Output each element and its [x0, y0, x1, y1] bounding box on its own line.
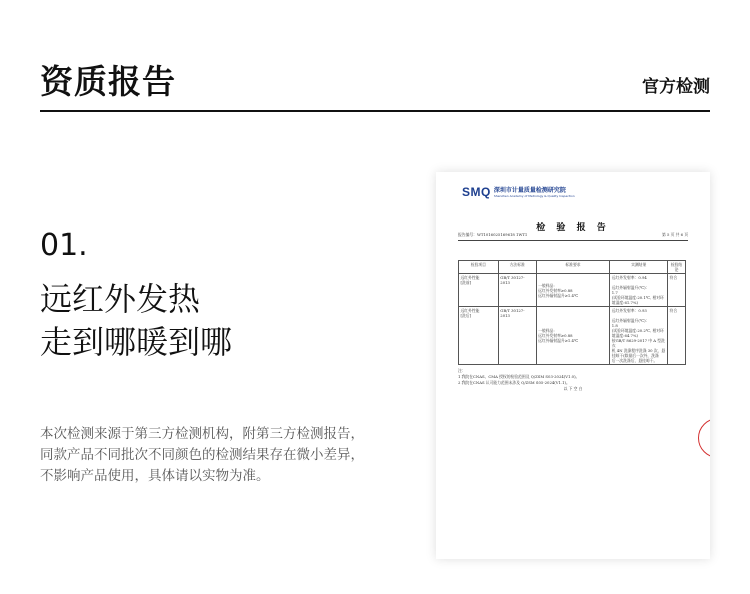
report-table-row — [459, 307, 686, 365]
report-meta — [458, 232, 688, 241]
institute-name-en: Shenzhen Academy of Metrology & Quality Inspection — [493, 193, 575, 198]
description-line-1: 本次检测来源于第三方检测机构，附第三方检测报告， — [40, 426, 364, 442]
report-cell-result: 远红外发射率：0.93 远红外辐射温升(℃)： 1.8 (试验环境温度:20.2℃, 相对环 境湿度:64.7%) 按GB/T 8629-2017 中 A 型洗衣 机 4N 洗涤程序洗涤 30 次，悬 挂晾干(除最后一次外，洗涤 后一次洗涤后，悬挂晾干。 — [610, 307, 668, 365]
institute-name: 深圳市计量质量检测研究院 — [493, 186, 566, 194]
report-cell-method: GB/T 30127- 2013 — [498, 274, 536, 307]
official-test-tag: 官方检测 — [642, 77, 710, 97]
headline-line-1: 远红外发热 — [40, 280, 201, 318]
report-cell-item: 远红外性能 [洗后] — [459, 307, 499, 365]
report-table-row — [459, 274, 686, 307]
report-note: 2 我院在CNAS 认可能力范围未涉及 Q/ZSM S05-2024(V1.1)。 — [458, 380, 570, 385]
report-institute-header — [462, 185, 575, 199]
report-cell-requirement: 一般样品: 远红外发射率≥0.88 远红外辐射温升≥1.4℃ — [536, 274, 610, 307]
report-cell-method: GB/T 30127- 2013 — [498, 307, 536, 365]
title-divider — [40, 110, 710, 112]
report-number: 报告编号：WT1016025169618 1WT1 — [458, 232, 528, 237]
test-report-image — [436, 172, 710, 559]
report-cell-conclusion: 符合 — [668, 274, 686, 307]
smq-logo: SMQ — [462, 185, 491, 199]
description-line-2: 同款产品不同批次不同颜色的检测结果存在微小差异， — [40, 447, 364, 463]
red-seal-stamp — [698, 418, 710, 458]
report-cell-item: 远红外性能 [洗前] — [459, 274, 499, 307]
column-header: 实测结果 — [610, 261, 668, 274]
report-cell-requirement: 一般样品: 远红外发射率≥0.88 远红外辐射温升≥1.4℃ — [536, 307, 610, 365]
column-header: 检验结论 — [668, 261, 686, 274]
description-line-3: 不影响产品使用，具体请以实物为准。 — [40, 468, 270, 484]
page-title: 资质报告 — [40, 62, 176, 101]
report-end-text: 以 下 空 白 — [563, 386, 583, 391]
section-number: 01. — [40, 228, 88, 263]
headline-line-2: 走到哪暖到哪 — [40, 323, 233, 361]
section-headline — [40, 278, 232, 364]
column-header: 方法标准 — [498, 261, 536, 274]
report-cell-result: 远红外发射率：0.94 远红外辐射温升(℃)： 1.7 (试验环境温度:20.1℃, 相对环 境湿度:61.7%) — [610, 274, 668, 307]
report-page: 第 5 页 共 6 页 — [661, 232, 688, 237]
report-note: 注： — [458, 368, 466, 373]
report-note: 1 我院在CNAS、CMA 授权的检验范围及 Q/ZSM S03-2024(V1.0)。 — [458, 374, 580, 379]
report-notes — [458, 368, 688, 392]
report-table — [458, 260, 686, 365]
column-header: 检验项目 — [459, 261, 499, 274]
report-title: 检 验 报 告 — [536, 223, 610, 233]
column-header: 标准要求 — [536, 261, 610, 274]
section-description — [40, 424, 380, 487]
report-cell-conclusion: 符合 — [668, 307, 686, 365]
